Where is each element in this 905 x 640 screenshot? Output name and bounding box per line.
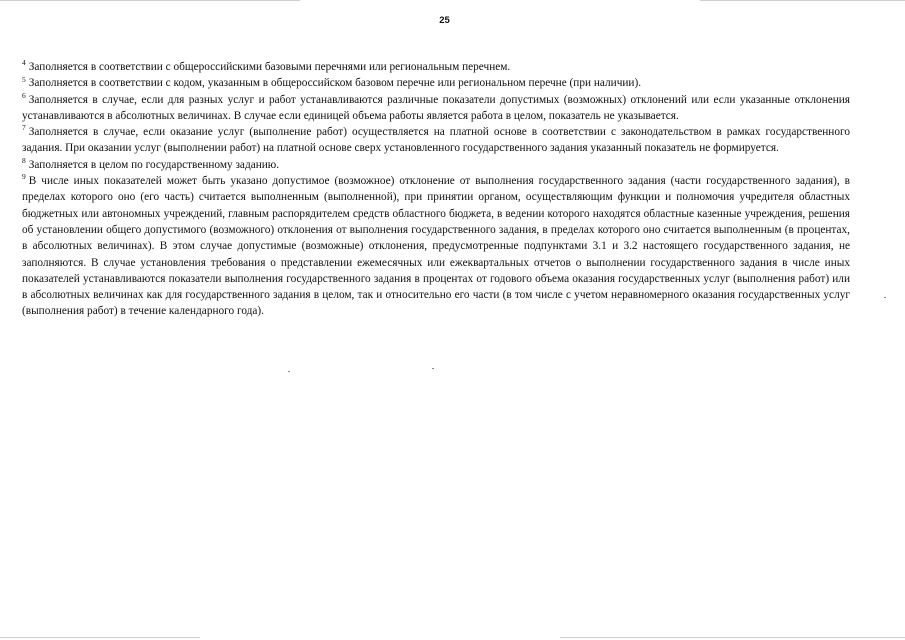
footnote-6 [22,92,850,125]
scan-line-top-left [0,0,300,1]
footnote-text: Заполняется в случае, если оказание услуг (выполнение работ) осуществляется на платной основе в соответствии с законодательством в рамках государственного задания. При оказании услуг (выполнении работ) на платной основе сверх установленного государственного задания указанный показатель не формируется. [22,126,850,155]
footnote-text: Заполняется в соответствии с кодом, указанным в общероссийском базовом перечне или региональном перечне (при наличии). [28,77,642,90]
footnote-text: Заполняется в целом по государственному заданию. [28,158,280,171]
scan-line-top-right [700,0,905,1]
footnote-9 [22,173,850,320]
footnote-text: В числе иных показателей может быть указано допустимое (возможное) отклонение от выполнения государственного задания (части государственного задания), в пределах которого оно (его часть) считается выполненным (выполненной), при принятии органом, осуществляющим функции и полномочия учредителя областных бюджетных или автономных учреждений, главным распорядителем средств областного бюджета, в ведении которого находятся областные казенные учреждения, решения об установлении общего допустимого (возможного) отклонения от выполнения государственного задания, в пределах которого оно считается выполненным (в процентах, в абсолютных величинах). В этом случае допустимые (возможные) отклонения, предусмотренные подпунктами 3.1 и 3.2 настоящего государственного задания, не заполняются. В случае установления требования о представлении ежемесячных или ежеквартальных отчетов о выполнении государственного задания в числе иных показателей устанавливаются показатели выполнения государственного задания в процентах от годового объема оказания государственных услуг (выполнения работ) или в абсолютных величинах как для государственного задания в целом, так и относительно его части (в том числе с учетом неравномерного оказания государственных услуг (выполнения работ) в течение календарного года). [22,175,850,318]
footnote-mark: 5 [22,74,26,84]
footnote-mark: 4 [22,58,26,68]
footnote-text: Заполняется в случае, если для разных услуг и работ устанавливаются различные показатели допустимых (возможных) отклонений или если указанные отклонения устанавливаются в абсолютных величинах. В случае если единицей объема работы является работа в целом, показатель не указывается. [22,93,850,122]
page-number: 25 [439,15,450,26]
footnotes-section [22,59,850,320]
scan-speck [432,368,434,369]
scan-speck [884,297,886,298]
footnote-mark: 8 [22,156,26,166]
footnote-5 [22,75,850,91]
scan-speck [288,371,290,372]
footnote-mark: 9 [22,172,26,182]
scan-line-bottom-left [0,637,200,638]
footnote-mark: 7 [22,123,26,133]
footnote-mark: 6 [22,90,26,100]
footnote-8 [22,157,850,173]
scan-line-bottom-right [560,637,905,638]
footnote-4 [22,59,850,75]
footnote-text: Заполняется в соответствии с общероссийскими базовыми перечнями или региональным перечнем. [28,61,511,73]
footnote-7 [22,124,850,157]
